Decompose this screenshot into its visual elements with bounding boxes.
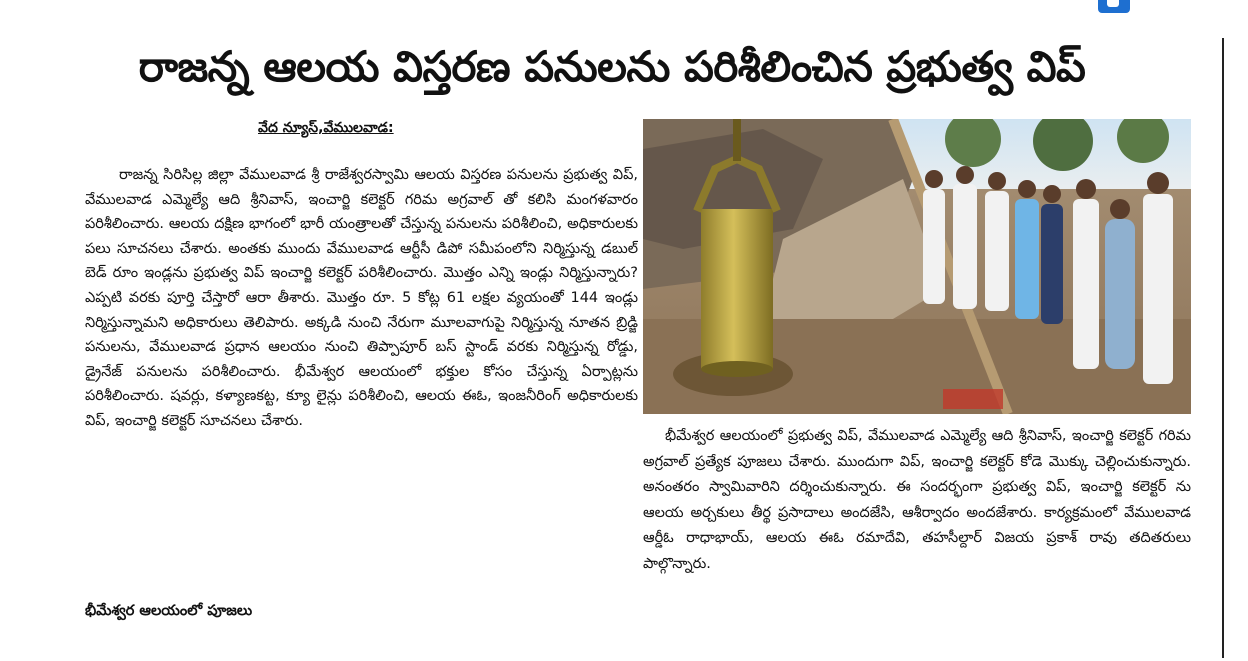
brand-logo-icon — [1098, 0, 1130, 13]
news-photo — [643, 119, 1191, 414]
article-body: రాజన్న సిరిసిల్ల జిల్లా వేములవాడ శ్రీ రాజేశ్వరస్వామి ఆలయ విస్తరణ పనులను ప్రభుత్వ విప్, వేములవాడ ఎమ్మెల్యే ఆది శ్రీనివాస్, ఇంచార్జి కలెక్టర్ గరిమ అగ్రవాల్ తో కలిసి మంగళవారం పరిశీలించారు. ఆలయ దక్షిణ భాగంలో భారీ యంత్రాలతో చేస్తున్న పనులను పరిశీలించి, అధికారులకు పలు సూచనలు చేశారు. అంతకు ముందు వేములవాడ ఆర్టీసీ డిపో సమీపంలోని నిర్మిస్తున్న డబుల్ బెడ్ రూం ఇండ్లను ప్రభుత్వ విప్ ఇంచార్జి కలెక్టర్ పరిశీలించారు. మొత్తం ఎన్ని ఇండ్లు నిర్మిస్తున్నారు? ఎప్పటి వరకు పూర్తి చేస్తారో ఆరా తీశారు. మొత్తం రూ. 5 కోట్ల 61 లక్షల వ్యయంతో 144 ఇండ్లు నిర్మిస్తున్నామని అధికారులు తెలిపారు. అక్కడి నుంచి నేరుగా మూలవాగుపై నిర్మిస్తున్న నూతన బ్రిడ్జి పనులను, వేములవాడ ప్రధాన ఆలయం నుంచి తిప్పాపూర్ బస్ స్టాండ్ వరకు నిర్మిస్తున్న రోడ్డు, డ్రైనేజ్ పనులను పరిశీలించారు. భీమేశ్వర ఆలయంలో భక్తుల కోసం చేస్తున్న ఏర్పాట్లను పరిశీలించారు. షవర్లు, కళ్యాణకట్ట, క్యూ లైన్లు పరిశీలించి, ఆలయ ఈఓ, ఇంజనీరింగ్ అధికారులకు విప్, ఇంచార్జి కలెక్టర్ సూచనలు చేశారు. — [85, 167, 638, 429]
column-rule — [1222, 38, 1224, 658]
dateline: వేద న్యూస్,వేములవాడ: — [258, 120, 394, 136]
photo-illustration — [643, 119, 1191, 414]
photo-caption: భీమేశ్వర ఆలయంలో ప్రభుత్వ విప్, వేములవాడ ఎమ్మెల్యే ఆది శ్రీనివాస్, ఇంచార్జి కలెక్టర్ గరిమ అగ్రవాల్ ప్రత్యేక పూజలు చేశారు. ముందుగా విప్, ఇంచార్జి కలెక్టర్ కోడె మొక్కు చెల్లించుకున్నారు. అనంతరం స్వామివారిని దర్శించుకున్నారు. ఈ సందర్భంగా ప్రభుత్వ విప్, ఇంచార్జి కలెక్టర్ ను ఆలయ అర్చకులు తీర్థ ప్రసాదాలు అందజేసి, ఆశీర్వాదం అందజేశారు. కార్యక్రమంలో వేములవాడ ఆర్డీఓ రాధాభాయ్, ఆలయ ఈఓ రమాదేవి, తహసీల్దార్ విజయ ప్రకాశ్ రావు తదితరులు పాల్గొన్నారు. — [643, 428, 1191, 572]
subheading: భీమేశ్వర ఆలయంలో పూజలు — [85, 603, 253, 619]
headline: రాజన్న ఆలయ విస్తరణ పనులను పరిశీలించిన ప్రభుత్వ విప్ — [138, 42, 1086, 91]
